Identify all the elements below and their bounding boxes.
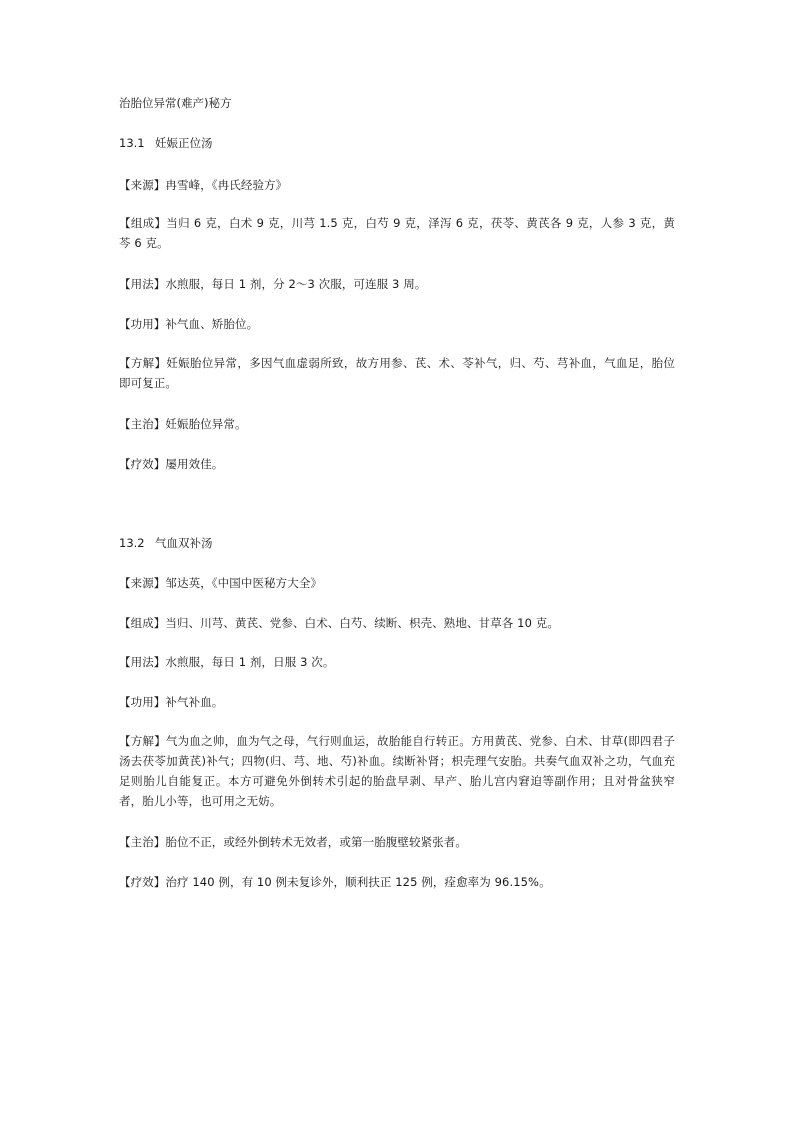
entry-label: 【方解】	[119, 734, 166, 748]
entry-text: 治疗 140 例，有 10 例未复诊外，顺利扶正 125 例，痊愈率为 96.15%。	[165, 875, 551, 889]
entry-text: 邹达英，《中国中医秘方大全》	[165, 576, 323, 590]
entry-composition	[119, 213, 675, 253]
entry-text: 冉雪峰，《冉氏经验方》	[165, 178, 288, 192]
entry-indication	[119, 414, 675, 434]
entry-text: 妊娠胎位异常，多因气血虚弱所致，故方用参、芪、术、苓补气，归、芍、芎补血，气血足，胎位即可复正。	[119, 356, 675, 390]
entry-label: 【来源】	[119, 576, 166, 590]
document-title: 治胎位异常(难产)秘方	[119, 96, 232, 110]
entry-label: 【疗效】	[119, 875, 166, 889]
entry-efficacy	[119, 454, 675, 474]
entry-explanation	[119, 353, 675, 393]
entry-composition	[119, 613, 675, 633]
entry-label: 【组成】	[119, 216, 167, 230]
entry-indication	[119, 832, 675, 852]
entry-text: 胎位不正，或经外倒转术无效者，或第一胎腹壁较紧张者。	[165, 835, 468, 849]
entry-text: 当归、川芎、黄芪、党参、白术、白芍、续断、枳壳、熟地、甘草各 10 克。	[165, 616, 559, 630]
entry-label: 【用法】	[119, 277, 166, 291]
entry-explanation	[119, 731, 675, 811]
entry-text: 当归 6 克，白术 9 克，川芎 1.5 克，白芍 9 克，泽泻 6 克，茯苓、黄芪各 9 克，人参 3 克，黄芩 6 克。	[119, 216, 675, 250]
entry-usage	[119, 652, 675, 672]
section-name: 气血双补汤	[155, 536, 213, 550]
entry-text: 屡用效佳。	[165, 457, 224, 471]
entry-usage	[119, 274, 675, 294]
entry-label: 【用法】	[119, 655, 166, 669]
entry-text: 补气补血。	[165, 695, 224, 709]
entry-source	[119, 175, 675, 195]
entry-source	[119, 573, 675, 593]
entry-efficacy	[119, 872, 675, 892]
entry-label: 【组成】	[119, 616, 166, 630]
section-heading	[119, 133, 675, 153]
entry-label: 【疗效】	[119, 457, 166, 471]
entry-text: 水煎服，每日 1 剂，日服 3 次。	[165, 655, 335, 669]
entry-label: 【方解】	[119, 356, 167, 370]
section-heading	[119, 533, 675, 553]
entry-function	[119, 692, 675, 712]
entry-label: 【主治】	[119, 417, 166, 431]
entry-label: 【功用】	[119, 317, 166, 331]
section-number: 13.1	[119, 136, 145, 150]
entry-label: 【来源】	[119, 178, 166, 192]
entry-text: 水煎服，每日 1 剂，分 2～3 次服，可连服 3 周。	[165, 277, 427, 291]
entry-label: 【主治】	[119, 835, 166, 849]
entry-label: 【功用】	[119, 695, 166, 709]
entry-function	[119, 314, 675, 334]
entry-text: 妊娠胎位异常。	[165, 417, 247, 431]
section-name: 妊娠正位汤	[155, 136, 213, 150]
entry-text: 补气血、矫胎位。	[165, 317, 259, 331]
section-number: 13.2	[119, 536, 145, 550]
entry-text: 气为血之帅，血为气之母，气行则血运，故胎能自行转正。方用黄芪、党参、白术、甘草(即四君子汤去茯苓加黄芪)补气；四物(归、芎、地、芍)补血。续断补肾；枳壳理气安胎。共奏气血双补之功，气血充足则胎儿自能复正。本方可避免外倒转术引起的胎盘早剥、早产、胎儿宫内窘迫等副作用；且对骨盆狭窄者，胎儿小等，也可用之无妨。	[119, 734, 675, 808]
